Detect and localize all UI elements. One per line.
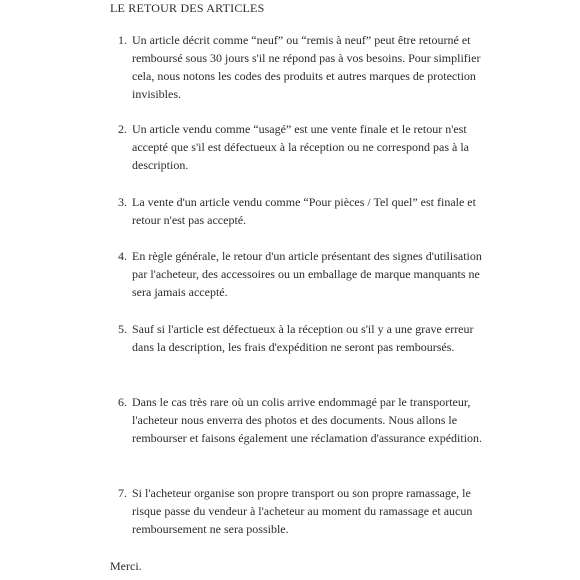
- item-number: 2.: [118, 122, 127, 136]
- item-number: 3.: [118, 195, 127, 209]
- item-text: Un article vendu comme “usagé” est une vente finale et le retour n'est accepté que s'il est défectueux à la réception ou ne correspond pas à la description.: [132, 122, 470, 172]
- list-item: [118, 120, 488, 174]
- item-text: Si l'acheteur organise son propre transport ou son propre ramassage, le risque passe du vendeur à l'acheteur au moment du ramassage et aucun remboursement ne sera possible.: [132, 486, 473, 536]
- item-number: 7.: [118, 486, 127, 500]
- list-item: [118, 193, 488, 229]
- item-number: 6.: [118, 395, 127, 409]
- item-number: 4.: [118, 249, 127, 263]
- closing-text: Merci.: [110, 559, 142, 573]
- list-item: [118, 31, 488, 103]
- item-text: Sauf si l'article est défectueux à la réception ou s'il y a une grave erreur dans la description, les frais d'expédition ne seront pas remboursés.: [132, 322, 474, 354]
- item-number: 5.: [118, 322, 127, 336]
- page-title: LE RETOUR DES ARTICLES: [110, 1, 265, 15]
- item-text: En règle générale, le retour d'un article présentant des signes d'utilisation par l'acheteur, des accessoires ou un emballage de marque manquants ne sera jamais accepté.: [132, 249, 482, 299]
- item-number: 1.: [118, 33, 127, 47]
- list-item: [118, 247, 488, 301]
- item-text: Dans le cas très rare où un colis arrive endommagé par le transporteur, l'acheteur nous enverra des photos et des documents. Nous allons le rembourser et faisons également une réclamation d'assurance expédition.: [132, 395, 483, 445]
- list-item: [118, 320, 488, 356]
- item-text: Un article décrit comme “neuf” ou “remis à neuf” peut être retourné et remboursé sous 30 jours s'il ne répond pas à vos besoins. Pour simplifier cela, nous notons les codes des produits et autres marques de protection invisibles.: [132, 33, 481, 101]
- list-item: [118, 393, 488, 447]
- item-text: La vente d'un article vendu comme “Pour pièces / Tel quel” est finale et retour n'est pas accepté.: [132, 195, 476, 227]
- list-item: [118, 484, 488, 538]
